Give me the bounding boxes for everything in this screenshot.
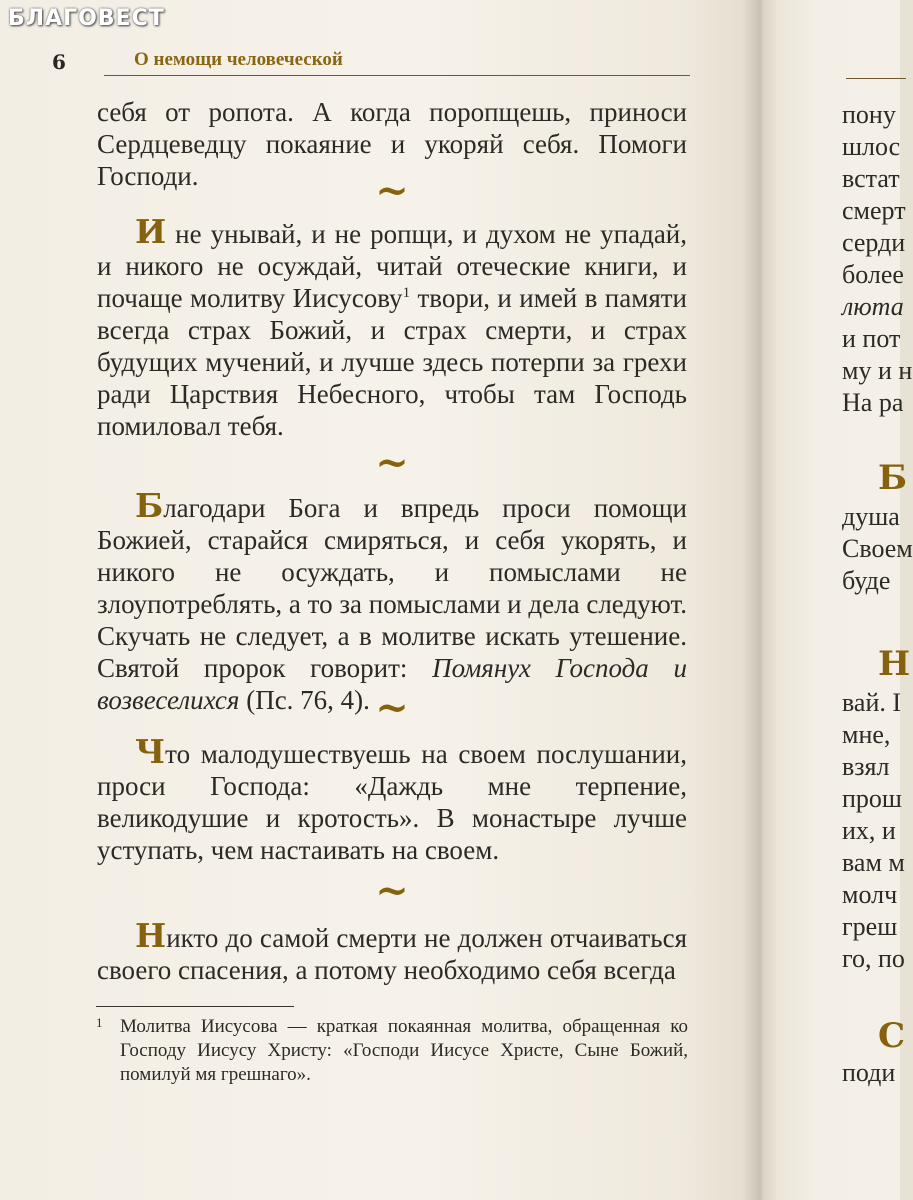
- paragraph-text: икто до самой смерти не должен отчаиваться своего спасения, а потому необходимо себя всегда: [97, 923, 687, 985]
- right-line: молч: [842, 880, 898, 909]
- right-line: буде: [842, 566, 891, 595]
- right-line: му и н: [842, 356, 913, 385]
- right-line: поди: [842, 1058, 896, 1087]
- right-drop-cap: С: [878, 1016, 906, 1056]
- right-line: их, и: [842, 816, 896, 845]
- paragraph-3: [97, 732, 687, 866]
- paragraph-text: лагодари Бога и впредь проси помощи Божией, старайся смиряться, и себя укорять, и никого не осуждать, и помыслами не злоупотреблять, а то за помыслами и дела следуют. Скучать не следует, а в молитве искать утешение. Святой пророк говорит:: [97, 493, 687, 683]
- right-line: пону: [842, 100, 896, 129]
- watermark: БЛАГОВЕСТ: [8, 6, 165, 31]
- right-header-rule: [846, 78, 906, 79]
- paragraph-4: [97, 916, 687, 986]
- paragraph-text: твори, и имей в памяти всегда страх Божий, и страх смерти, и страх будущих мучений, и лучше здесь потерпи за грехи ради Царствия Небесного, чтобы там Господь помиловал тебя.: [97, 283, 687, 441]
- header-rule: [104, 75, 690, 76]
- right-page: [762, 0, 913, 1200]
- paragraph-1: [97, 212, 687, 442]
- footnote-text: Молитва Иисусова — краткая покаянная молитва, обращенная ко Господу Иисусу Христу: «Господи Иисусе Христе, Сыне Божий, помилуй мя грешнаго».: [120, 1016, 688, 1085]
- right-line: шлос: [842, 132, 901, 161]
- section-separator: ~: [375, 439, 409, 486]
- footnote-number: 1: [96, 1015, 103, 1030]
- right-line: душа: [842, 502, 900, 531]
- right-line: прош: [842, 784, 902, 813]
- paragraph-text: (Пс. 76, 4).: [239, 685, 370, 715]
- right-line: вам м: [842, 848, 905, 877]
- right-line: мне,: [842, 720, 891, 749]
- right-line: смерт: [842, 196, 906, 225]
- footnote: [96, 1015, 688, 1087]
- page-number: 6: [52, 50, 66, 74]
- right-line: Своем: [842, 534, 913, 563]
- right-line: греш: [842, 912, 898, 941]
- right-line: встат: [842, 164, 900, 193]
- drop-cap: Б: [135, 486, 164, 525]
- footnote-ref: 1: [402, 285, 411, 301]
- drop-cap: Ч: [135, 732, 166, 771]
- right-line: более: [842, 260, 904, 289]
- right-line: вай. I: [842, 688, 902, 717]
- paragraph-2: [97, 486, 687, 716]
- scripture-quote: Помянух Господа и возвеселихся: [97, 653, 687, 715]
- paragraph-text: себя от ропота. А когда поропщешь, приноси Сердцеведцу покаяние и укоряй себя. Помоги Господи.: [97, 97, 687, 191]
- section-separator: ~: [375, 867, 409, 914]
- drop-cap: И: [135, 212, 167, 251]
- paragraph-text: не унывай, и не ропщи, и духом не упадай, и никого не осуждай, читай отеческие книги, и почаще молитву Иисусову: [97, 219, 687, 313]
- footnote-rule: [96, 1006, 294, 1007]
- paragraph-text: то малодушествуешь на своем послушании, проси Господа: «Даждь мне терпение, великодушие и кротость». В монастыре лучше уступать, чем настаивать на своем.: [97, 739, 687, 865]
- drop-cap: Н: [135, 916, 167, 955]
- right-line: серди: [842, 228, 906, 257]
- right-line: На ра: [842, 388, 904, 417]
- right-line: го, по: [842, 944, 905, 973]
- right-line-italic: люта: [842, 292, 904, 321]
- section-separator: ~: [375, 684, 409, 731]
- right-line: взял: [842, 752, 890, 781]
- right-drop-cap: Н: [878, 644, 911, 684]
- right-line: и пот: [842, 324, 901, 353]
- section-separator: ~: [375, 167, 409, 214]
- running-title: О немощи человеческой: [134, 49, 343, 70]
- right-drop-cap: Б: [878, 458, 908, 498]
